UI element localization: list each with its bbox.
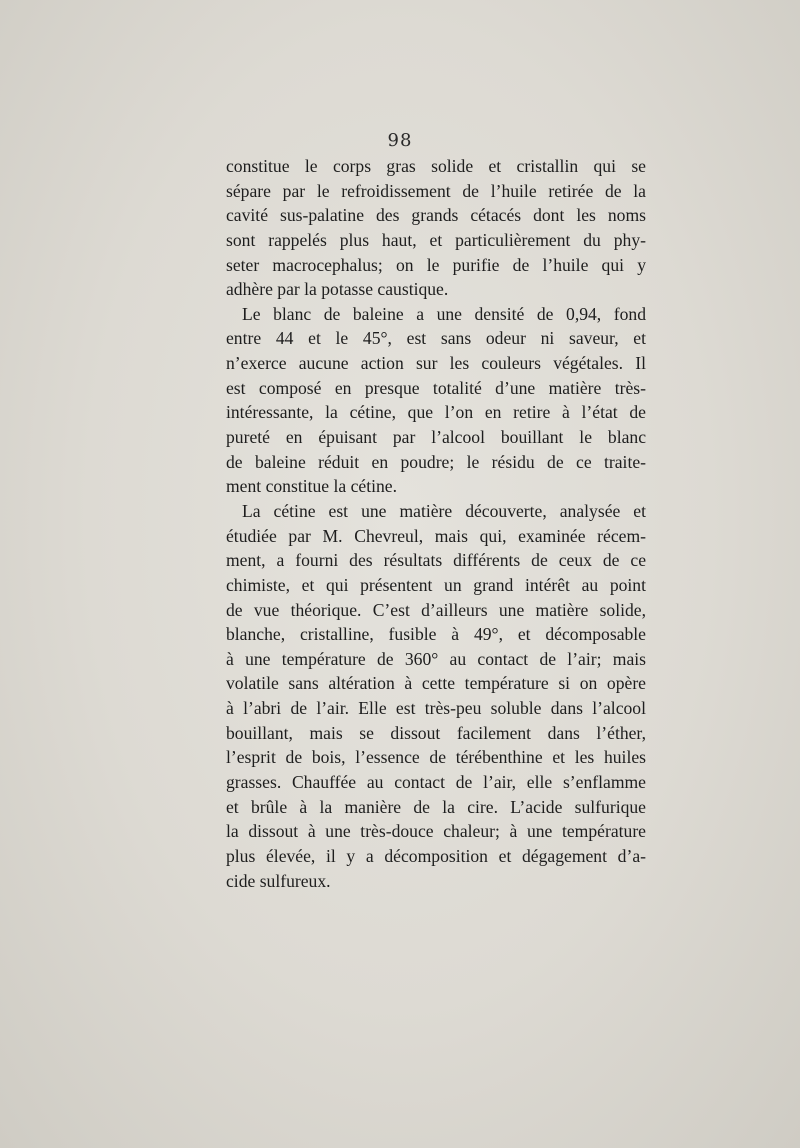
text-line: adhère par la potasse caustique. <box>226 279 449 300</box>
paragraph-1 <box>226 154 646 302</box>
text-line: chimiste, et qui présentent un grand intérêt au point <box>226 574 646 595</box>
text-line: Le blanc de baleine a une densité de 0,94, fond <box>242 303 646 324</box>
paragraph-2 <box>226 302 646 499</box>
text-line: intéressante, la cétine, que l’on en retire à l’état de <box>226 402 646 423</box>
text-line: volatile sans altération à cette température si on opère <box>226 673 646 694</box>
text-line: seter macrocephalus; on le purifie de l’huile qui y <box>226 254 646 275</box>
paragraph-3 <box>226 499 646 893</box>
text-line: n’exerce aucune action sur les couleurs végétales. Il <box>226 353 646 374</box>
text-line: plus élevée, il y a décomposition et dégagement d’a- <box>226 845 646 866</box>
text-line: constitue le corps gras solide et cristallin qui se <box>226 156 646 176</box>
text-line: bouillant, mais se dissout facilement dans l’éther, <box>226 722 646 743</box>
text-line: grasses. Chauffée au contact de l’air, elle s’enflamme <box>226 772 646 793</box>
text-line: La cétine est une matière découverte, analysée et <box>242 500 646 521</box>
text-line: l’esprit de bois, l’essence de térébenthine et les huiles <box>226 747 646 768</box>
body-text <box>226 154 646 893</box>
text-line: blanche, cristalline, fusible à 49°, et décomposable <box>226 624 646 645</box>
text-line: ment, a fourni des résultats différents de ceux de ce <box>226 550 646 571</box>
text-line: et brûle à la manière de la cire. L’acide sulfurique <box>226 796 646 817</box>
text-line: de vue théorique. C’est d’ailleurs une matière solide, <box>226 599 646 620</box>
text-line: de baleine réduit en poudre; le résidu de ce traite- <box>226 451 646 472</box>
text-line: à l’abri de l’air. Elle est très-peu soluble dans l’alcool <box>226 698 646 719</box>
text-line: cavité sus-palatine des grands cétacés dont les noms <box>226 205 646 226</box>
text-line: cide sulfureux. <box>226 870 331 891</box>
text-line: la dissout à une très-douce chaleur; à une température <box>226 821 646 842</box>
text-line: sont rappelés plus haut, et particulièrement du phy- <box>226 229 646 250</box>
text-line: ment constitue la cétine. <box>226 476 397 497</box>
text-line: pureté en épuisant par l’alcool bouillant le blanc <box>226 427 646 448</box>
page-number: 98 <box>387 130 413 151</box>
text-line: sépare par le refroidissement de l’huile retirée de la <box>226 180 646 201</box>
text-line: est composé en presque totalité d’une matière très- <box>226 377 646 398</box>
text-line: étudiée par M. Chevreul, mais qui, examinée récem- <box>226 525 646 546</box>
text-line: entre 44 et le 45°, est sans odeur ni saveur, et <box>226 328 646 349</box>
text-line: à une température de 360° au contact de l’air; mais <box>226 648 646 669</box>
